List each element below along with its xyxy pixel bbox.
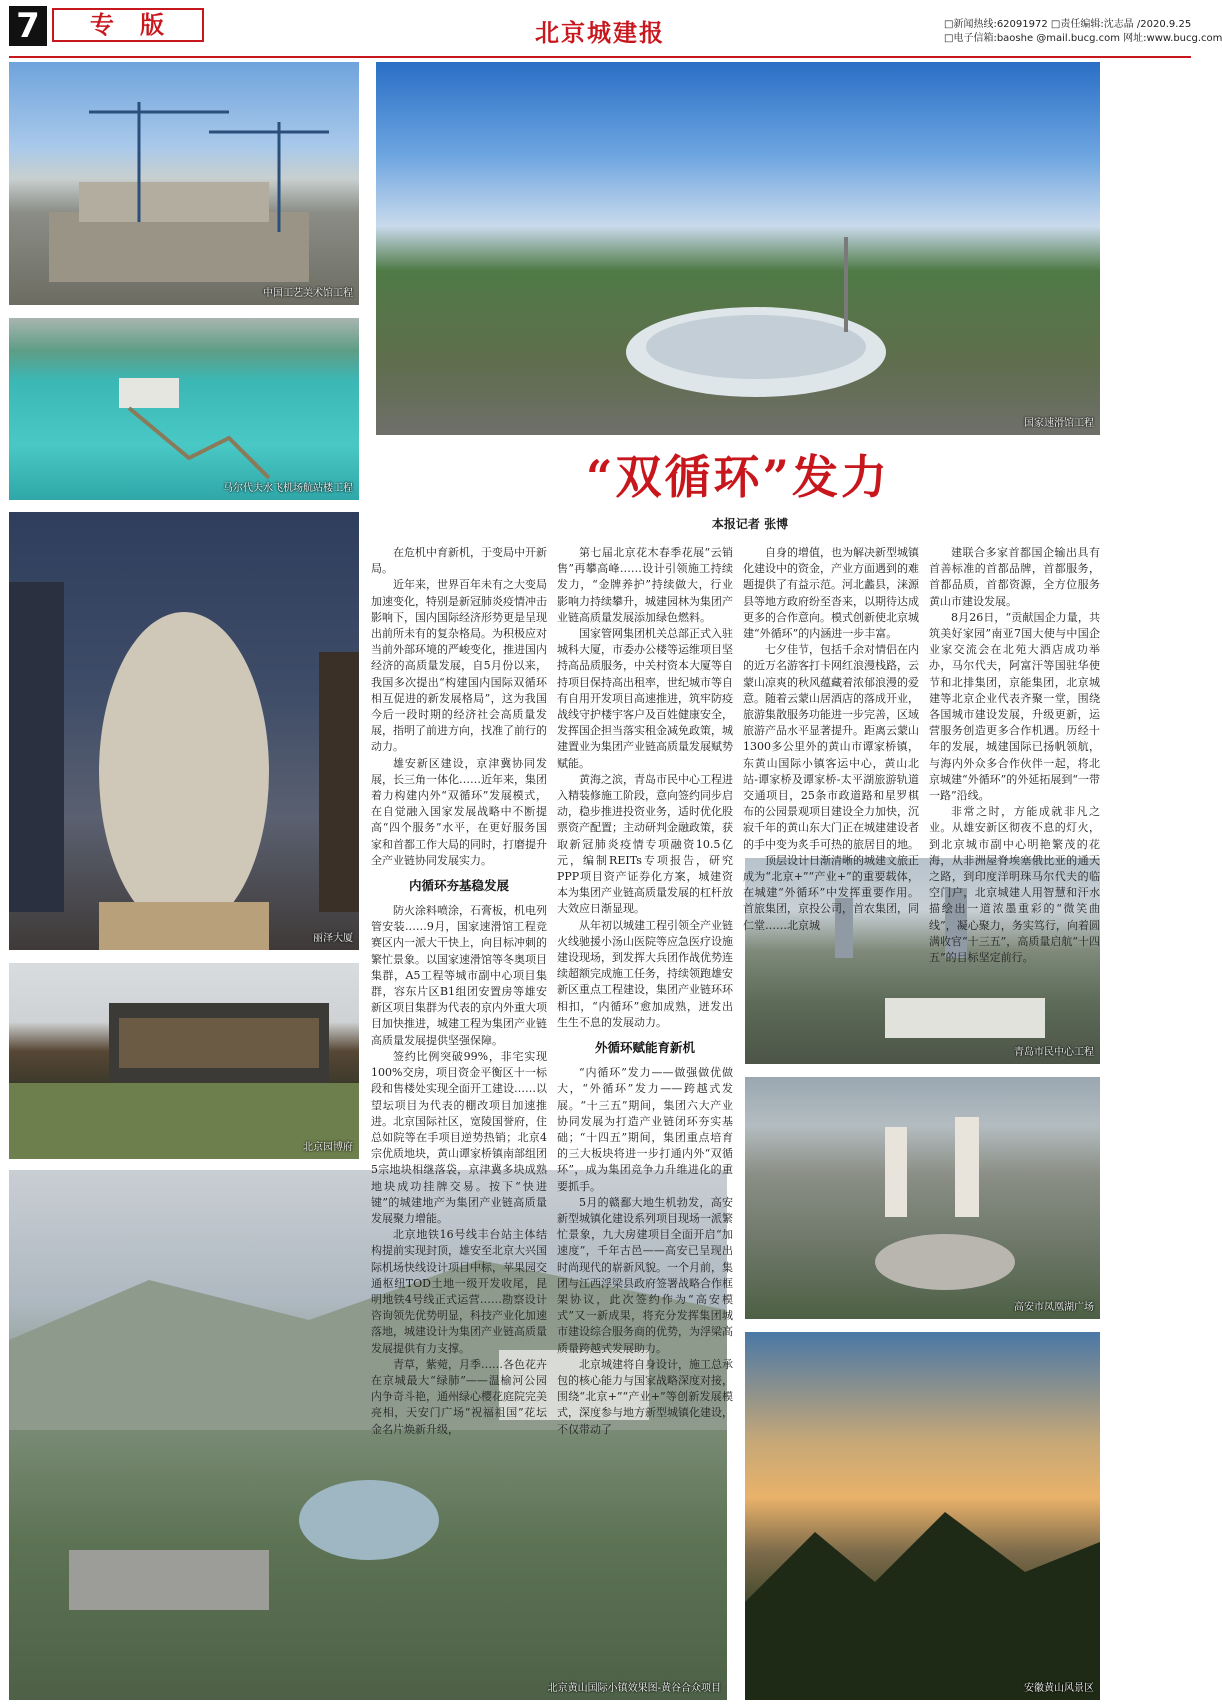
article-column-3	[743, 545, 919, 932]
paper-name: 北京城建报	[535, 18, 665, 47]
paragraph: 建联合多家首都国企输出具有首善标准的首都品牌，首都服务，首都品质，首都资源，全方位服务黄山市建设发展。	[929, 546, 1100, 608]
paragraph: 自身的增值，也为解决新型城镇化建设中的资金，产业方面遇到的难题提供了有益示范。河北蠡县，涞源县等地方政府纷至沓来，以期待达成更多的合作意向。模式创新使北京城建“外循环”的内涵进一步丰富。	[743, 546, 919, 641]
oval-illustration	[376, 62, 1100, 435]
hotline: □新闻热线:62091972	[944, 19, 1048, 30]
editor: □责任编辑:沈志晶	[1050, 19, 1134, 30]
pier-illustration	[9, 318, 359, 500]
paragraph: 青草，紫菀，月季……各色花卉在京城最大“绿肺”——温榆河公园内争奇斗艳，通州绿心樱花庭院完美亮相，天安门广场“祝福祖国”花坛金名片焕新升级，	[371, 1357, 547, 1436]
article-headline: “双循环”发力	[586, 450, 890, 504]
paragraph: 黄海之滨，青岛市民中心工程进入精装修施工阶段，意向签约同步启动，稳步推进投资业务，适时优化股票资产配置；主动研判金融政策，获取新冠肺炎疫情专项融资10.5亿元，编制REITs专项报告，研究PPP项目资产证券化方案，城建资本为集团产业链高质量发展的杠杆放大效应日渐显现。	[557, 772, 733, 916]
paragraph: “内循环”发力——做强做优做大，“外循环”发力——跨越式发展。“十三五”期间，集团六大产业协同发展为打造产业链闭环夯实基础；“十四五”期间，集团重点培育的三大板块将进一步打通内外“双循环”，成为集团竞争力升维进化的重要抓手。	[557, 1066, 733, 1193]
paragraph: 七夕佳节，包括千余对情侣在内的近万名游客打卡网红浪漫栈路，云蒙山凉爽的秋风蕴藏着浓郁浪漫的爱意。随着云蒙山居酒店的落成开业，旅游集散服务功能进一步完善，区域旅游产品水平显著提升。距离云蒙山1300多公里外的黄山市谭家桥镇，东黄山国际小镇客运中心，黄山北站-谭家桥及谭家桥-太平湖旅游轨道交通项目，25条市政道路和星罗棋布的公园景观项目建设全力加快，沉寂千年的黄山东大门正在城建建设者的手中变为炙手可热的旅居目的地。	[743, 643, 919, 851]
article-column-2	[557, 545, 733, 1436]
email: □电子信箱:baoshe @mail.bucg.com	[944, 33, 1120, 44]
photo-maldives-terminal	[9, 318, 359, 500]
paragraph: 雄安新区建设，京津冀协同发展，长三角一体化……近年来，集团着力构建内外“双循环”发展模式，在自觉融入国家发展战略中不断提高“四个服务”水平，在更好服务国家和首都工作大局的同时，打磨提升全产业链协同发展实力。	[371, 756, 547, 867]
header-rule	[9, 56, 1191, 58]
photo-speed-skating-oval	[376, 62, 1100, 435]
photo-caption: 高安市凤凰湖广场	[1014, 1302, 1094, 1313]
subheading: 外循环赋能育新机	[594, 1040, 695, 1056]
section-title: 专版	[52, 8, 204, 42]
paragraph: 在危机中育新机，于变局中开新局。	[371, 546, 547, 576]
paragraph: 顶层设计日渐清晰的城建文旅正成为“北京+”“产业+”的重要载体，在城建“外循环”中发挥重要作用。首旅集团，京投公司，首农集团，同仁堂……北京城	[743, 853, 919, 932]
article-column-4	[929, 545, 1100, 965]
tower-illustration	[9, 512, 359, 950]
building-illustration	[9, 963, 359, 1159]
photo-caption: 国家速滑馆工程	[1024, 418, 1094, 429]
crane-illustration	[9, 62, 359, 305]
subheading: 内循环夯基稳发展	[408, 878, 509, 894]
photo-art-museum	[9, 62, 359, 305]
photo-lize-tower	[9, 512, 359, 950]
square-illustration	[745, 1077, 1100, 1319]
photo-caption: 丽泽大厦	[313, 933, 353, 944]
photo-caption: 北京园博府	[303, 1142, 353, 1153]
photo-caption: 青岛市民中心工程	[1014, 1047, 1094, 1058]
issue-date: /2020.9.25	[1136, 19, 1192, 30]
paragraph: 近年来，世界百年未有之大变局加速变化，特别是新冠肺炎疫情冲击影响下，国内国际经济形势更是呈现出前所未有的复杂格局。为积极应对当前外部环境的严峻变化，推进国内经济的高质量发展，自5月份以来，我国多次提出“构建国内国际双循环相互促进的新发展格局”，这为我国今后一段时期的经济社会高质量发展，指明了前进方向，找准了前行的动力。	[371, 578, 547, 754]
photo-caption: 北京黄山国际小镇效果图-黄谷合众项目	[547, 1683, 721, 1694]
article-byline: 本报记者 张博	[711, 517, 789, 531]
photo-huangshan-scenic	[745, 1332, 1100, 1700]
photo-caption: 安徽黄山风景区	[1024, 1683, 1094, 1694]
website: 网址:www.bucg.com	[1123, 33, 1222, 44]
paragraph: 8月26日，“贡献国企力量，共筑美好家园”南亚7国大使与中国企业家交流会在北苑大酒店成功举办，马尔代夫，阿富汗等国驻华使节和北排集团，京能集团，北京城建等北京企业代表齐聚一堂，围绕各国城市建设发展，升级更新，运营服务创造更多合作机遇。历经十年的发展，城建国际已扬帆领航，与海内外众多合作伙伴一起，将北京城建“外循环”的外延拓展到“一带一路”沿线。	[929, 610, 1100, 803]
article-column-1	[371, 545, 547, 1436]
photo-yuanbo-mansion	[9, 963, 359, 1159]
paragraph: 北京地铁16号线丰台站主体结构提前实现封顶，雄安至北京大兴国际机场快线设计项目中标，苹果园交通枢纽TOD土地一级开发收尾，昆明地铁4号线正式运营……勘察设计咨询领先优势明显，科技产业化加速落地，城建设计为集团产业链高质量发展提供有力支撑。	[371, 1228, 547, 1355]
paragraph: 从年初以城建工程引领全产业链火线驰援小汤山医院等应急医疗设施建设现场，到发挥大兵团作战优势连续超额完成施工任务，持续领跑雄安新区重点工程建设，集团产业链环环相扣，“内循环”愈加成熟，迸发出生生不息的发展动力。	[557, 918, 733, 1029]
mountain-illustration	[745, 1332, 1100, 1700]
masthead-info	[944, 18, 1222, 46]
paragraph: 防火涂料喷涂，石膏板，机电列管安装……9月，国家速滑馆工程竞赛区内一派大干快上，向目标冲刺的繁忙景象。以国家速滑馆等冬奥项目集群，A5工程等城市副中心项目集群，容东片区B1组团安置房等雄安新区项目集群为代表的京内外重大项目加快推进，城建工程为集团产业链高质量发展提供坚强保障。	[371, 904, 547, 1047]
photo-caption: 马尔代夫水飞机场航站楼工程	[223, 483, 353, 494]
paragraph: 北京城建将自身设计，施工总承包的核心能力与国家战略深度对接，围绕“北京+”“产业+”等创新发展模式，深度参与地方新型城镇化建设，不仅带动了	[557, 1357, 733, 1436]
paragraph: 签约比例突破99%，非宅实现100%交房，项目资金平衡区十一标段和售楼处实现全面开工建设……以望坛项目为代表的棚改项目加速推进。北京国际社区，宽陵国誉府，住总如院等在手项目逆势热销；北京4宗优质地块，黄山谭家桥镇南部组团5宗地块相继落袋，京津冀多块成熟地块成功挂牌交易。按下“快进键”的城建地产为集团产业链高质量发展聚力增能。	[371, 1049, 547, 1225]
paragraph: 5月的赣鄱大地生机勃发，高安新型城镇化建设系列项目现场一派繁忙景象，九大房建项目全面开启“加速度”，千年古邑——高安已呈现出时尚现代的崭新风貌。一个月前，集团与江西浮梁县政府签署战略合作框架协议，此次签约作为“高安模式”又一新成果，将充分发挥集团城市建设综合服务商的优势，为浮梁高质量跨越式发展助力。	[557, 1195, 733, 1355]
paragraph: 第七届北京花木春季花展“云销售”再攀高峰……设计引领施工持续发力，“金牌养护”持续做大，行业影响力持续攀升，城建园林为集团产业链高质量发展添加绿色燃料。	[557, 546, 733, 624]
photo-gaoan-square	[745, 1077, 1100, 1319]
paragraph: 非常之时，方能成就非凡之业。从雄安新区彻夜不息的灯火，到北京城市副中心明艳繁茂的花海，从非洲屋脊埃塞俄比亚的通天之路，到印度洋明珠马尔代夫的临空门户，北京城建人用智慧和汗水描绘出一道浓墨重彩的“微笑曲线”，凝心聚力，务实笃行，向着圆满收官“十三五”，高质量启航“十四五”的目标坚定前行。	[929, 805, 1100, 965]
photo-caption: 中国工艺美术馆工程	[263, 288, 353, 299]
page-number: 7	[9, 6, 47, 46]
paragraph: 国家管网集团机关总部正式入驻城科大厦，市委办公楼等运维项目坚持高品质服务，中关村资本大厦等自持项目保持高出租率，世纪城市等自有自用开发项目高速推进，筑牢防疫战线守护楼宇客户及百姓健康安全，发挥国企担当落实租金减免政策，城建置业为集团产业链高质量发展赋势赋能。	[557, 627, 733, 770]
